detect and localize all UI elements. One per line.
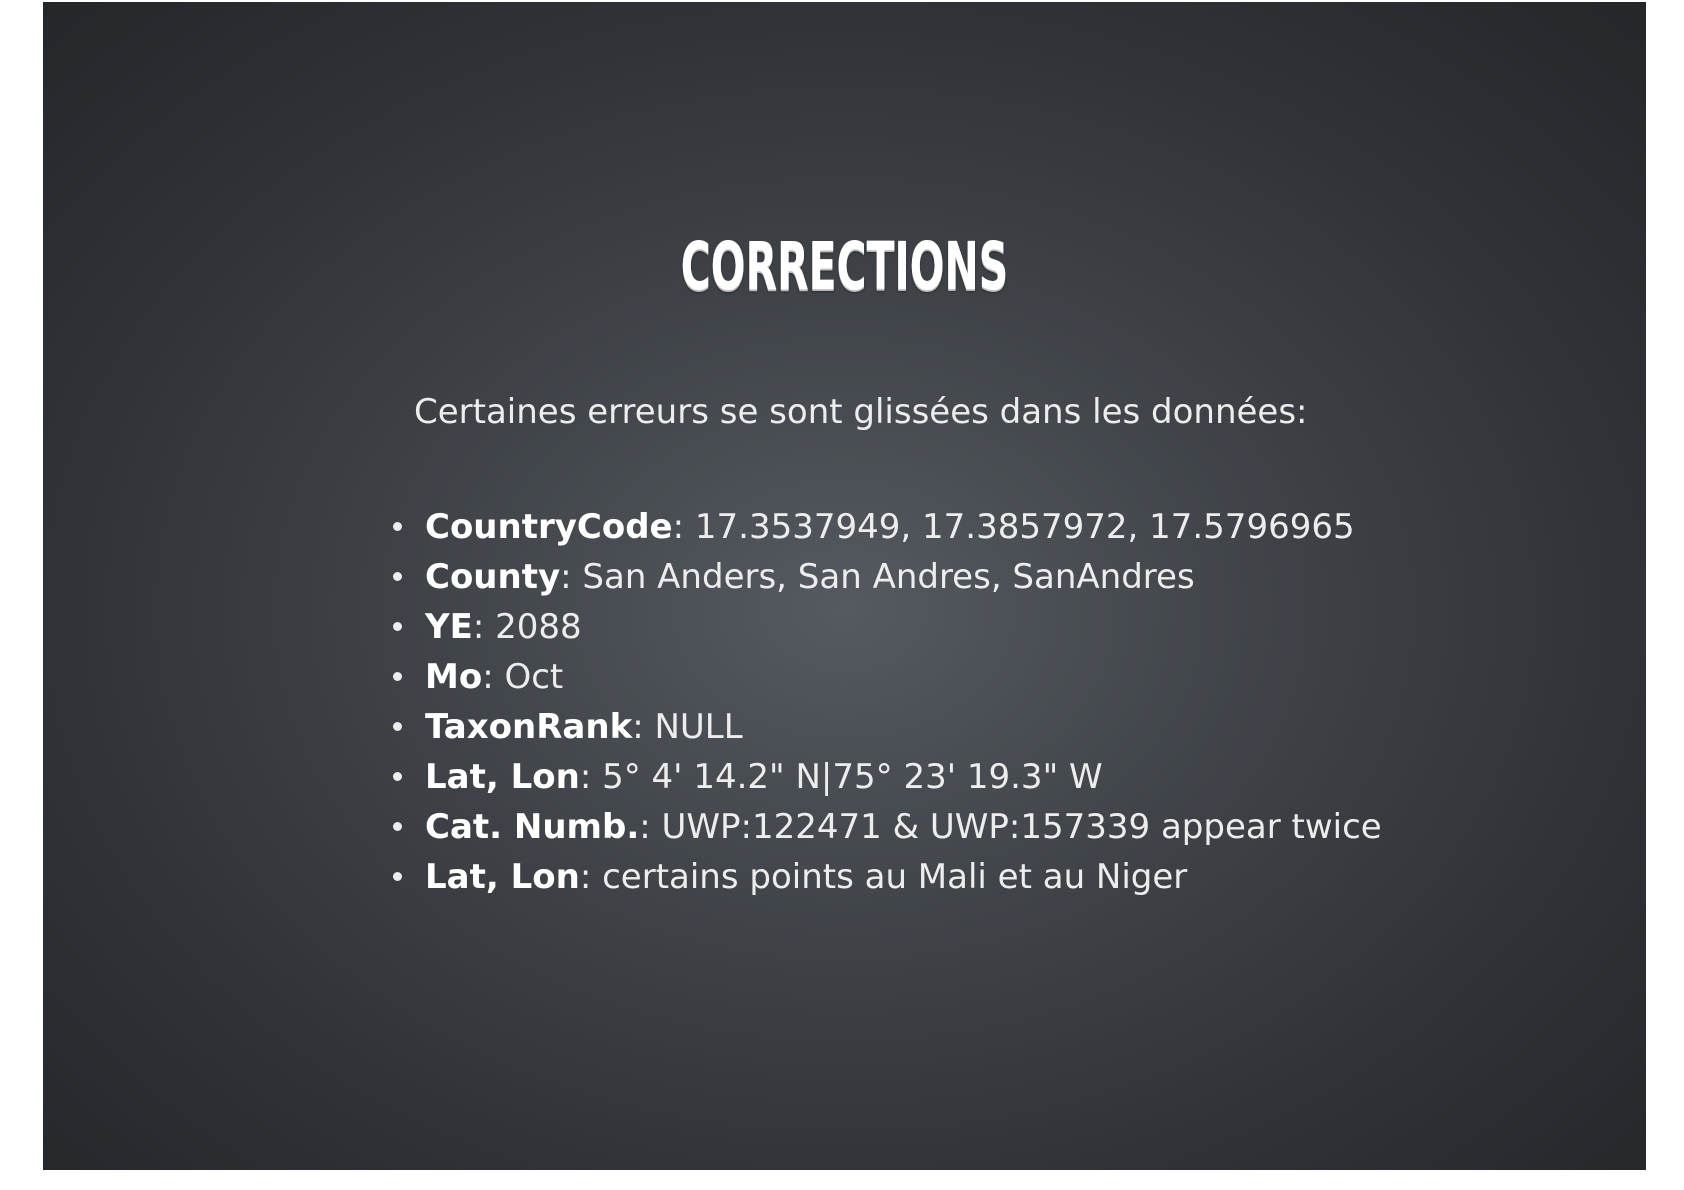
bullet-icon: [393, 572, 402, 581]
item-key: Lat, Lon: [425, 757, 580, 797]
item-value: : certains points au Mali et au Niger: [579, 857, 1188, 897]
intro-text: Certaines erreurs se sont glissées dans les données:: [414, 392, 1308, 432]
bullet-icon: [393, 672, 402, 681]
bullet-icon: [393, 722, 402, 731]
list-item-text: [425, 502, 1355, 552]
item-value: : 5° 4' 14.2" N|75° 23' 19.3" W: [579, 757, 1103, 797]
bullet-icon: [393, 772, 402, 781]
list-item-text: [425, 602, 582, 652]
item-key: TaxonRank: [425, 707, 633, 747]
item-value: : 17.3537949, 17.3857972, 17.5796965: [672, 507, 1355, 547]
list-item-text: [425, 702, 743, 752]
item-value: : UWP:122471 & UWP:157339 appear twice: [639, 807, 1382, 847]
list-item-text: [425, 652, 563, 702]
item-key: County: [425, 557, 561, 597]
bullet-icon: [393, 872, 402, 881]
item-key: Mo: [425, 657, 483, 697]
item-key: CountryCode: [425, 507, 673, 547]
bullet-icon: [393, 822, 402, 831]
list-item-text: [425, 802, 1382, 852]
bullet-icon: [393, 622, 402, 631]
item-value: : San Anders, San Andres, SanAndres: [560, 557, 1195, 597]
item-key: Cat. Numb.: [425, 807, 640, 847]
item-value: : Oct: [482, 657, 564, 697]
list-item-text: [425, 852, 1187, 902]
list-item-text: [425, 552, 1195, 602]
list-item-text: [425, 752, 1103, 802]
item-value: : 2088: [472, 607, 582, 647]
item-value: : NULL: [632, 707, 743, 747]
item-key: YE: [425, 607, 473, 647]
bullet-icon: [393, 522, 402, 531]
slide: [43, 2, 1646, 1170]
item-key: Lat, Lon: [425, 857, 580, 897]
slide-title: CORRECTIONS: [680, 228, 1009, 305]
